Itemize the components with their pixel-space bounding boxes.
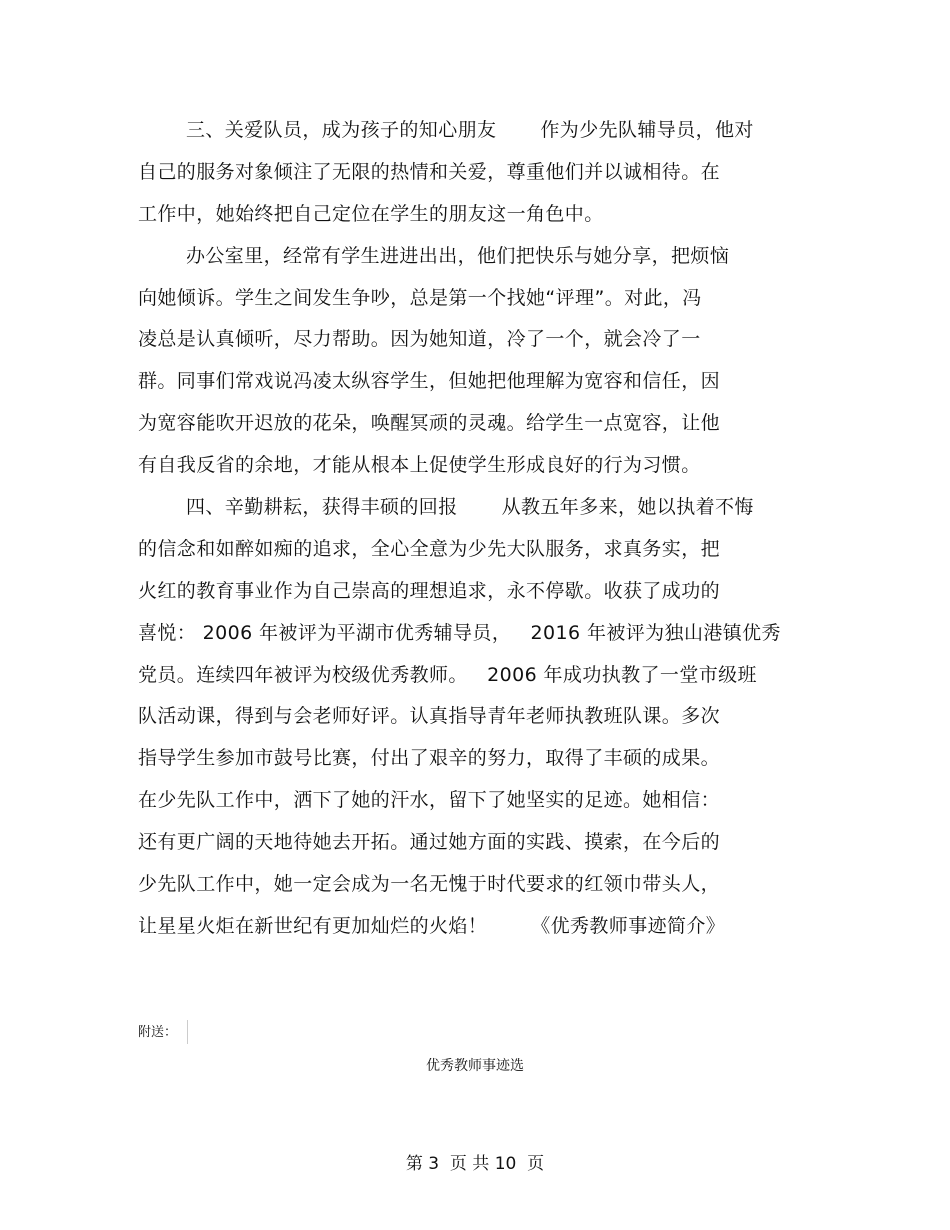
text-line: 工作中，她始终把自己定位在学生的朋友这一角色中。 [138,202,604,225]
page-number-footer: 第 3 页 共 10 页 [405,1154,545,1174]
text-span: 作为少先队辅导员，他对 [540,119,754,141]
section-heading: 四、辛勤耕耘，获得丰硕的回报 [186,496,458,519]
text-line: 的信念和如醉如痴的追求，全心全意为少先大队服务，求真务实，把 [138,537,721,560]
text-line: 喜悦： 2006 年被评为平湖市优秀辅导员， 2016 年被评为独山港镇优秀 [138,621,781,644]
text-line [138,110,818,152]
text-line [138,487,818,529]
document-body [138,110,818,948]
text-line: 群。同事们常戏说冯凌太纵容学生，但她把他理解为宽容和信任，因 [138,370,721,393]
text-line: 党员。连续四年被评为校级优秀教师。 2006 年成功执教了一堂市级班 [138,663,757,686]
text-line: 少先队工作中，她一定会成为一名无愧于时代要求的红领巾带头人， [138,873,721,896]
text-line: 办公室里，经常有学生进进出出，他们把快乐与她分享，把烦恼 [186,244,730,267]
appendix-label: 附送： [138,1025,178,1040]
book-title: 《优秀教师事迹简介》 [531,914,726,937]
text-line: 在少先队工作中，洒下了她的汗水，留下了她坚实的足迹。她相信： [138,789,721,812]
paragraph [138,487,818,948]
text-line [138,906,818,948]
text-line: 有自我反省的余地，才能从根本上促使学生形成良好的行为习惯。 [138,454,701,477]
text-line: 队活动课，得到与会老师好评。认真指导青年老师执教班队课。多次 [138,705,721,728]
paragraph [138,236,818,487]
section-heading: 三、关爱队员，成为孩子的知心朋友 [186,119,497,141]
text-line: 火红的教育事业作为自己崇高的理想追求，永不停歇。收获了成功的 [138,579,721,602]
text-span: 从教五年多来，她以执着不悔 [501,496,754,519]
text-line: 自己的服务对象倾注了无限的热情和关爱，尊重他们并以诚相待。在 [138,160,721,183]
text-span: 让星星火炬在新世纪有更加灿烂的火焰！ [138,914,488,937]
text-line: 凌总是认真倾听，尽力帮助。因为她知道，冷了一个，就会冷了一 [138,328,701,351]
text-line: 向她倾诉。学生之间发生争吵，总是第一个找她“评理”。对此，冯 [138,286,702,309]
text-line: 还有更广阔的天地待她去开拓。通过她方面的实践、摸索，在今后的 [138,831,721,854]
appendix-title: 优秀教师事迹选 [426,1058,524,1074]
text-line: 指导学生参加市鼓号比赛，付出了艰辛的努力，取得了丰硕的成果。 [138,747,721,770]
appendix-divider [187,1020,188,1044]
text-line: 为宽容能吹开迟放的花朵，唤醒冥顽的灵魂。给学生一点宽容，让他 [138,412,721,435]
paragraph [138,110,818,236]
